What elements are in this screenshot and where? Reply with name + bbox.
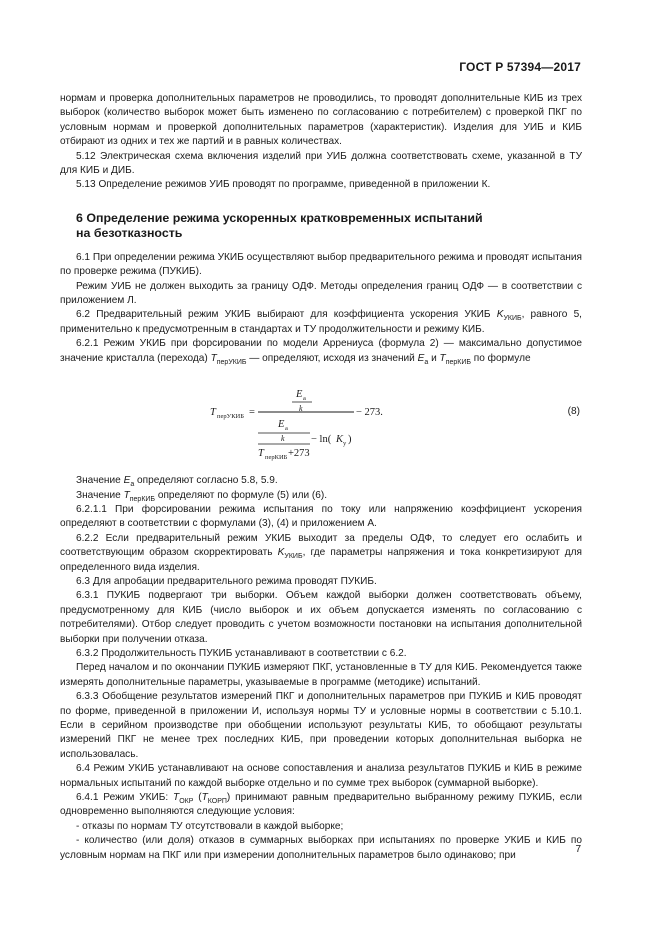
svg-text:T: T: [258, 448, 264, 460]
svg-text:+273: +273: [288, 448, 310, 460]
paragraph-6-4: 6.4 Режим УКИБ устанавливают на основе сопоставления и анализа результатов ПУКИБ и КИБ в режиме нормальных испытаний по каждой выборке отдельно и по сумме трех выборок (суммарной выборке).: [60, 763, 582, 789]
svg-text:− 273.: − 273.: [356, 407, 383, 419]
svg-text:T: T: [210, 407, 216, 419]
svg-text:− ln(: − ln(: [311, 434, 332, 446]
paragraph-tper-value: Значение $T_{перКИБ}$ определяют по формуле (5) или (6).: [76, 489, 328, 503]
formula-8: [60, 372, 582, 464]
svg-text:k: k: [281, 434, 285, 444]
paragraph-6-3-1: 6.3.1 ПУКИБ подвергают три выборки. Объем каждой выборки должен соответствовать объему, предусмотренному для КИБ (число выборок и их объем допускается изменять по согласованию с потребителями). Отбор следует проводить с учетом возможности постановки на испытания дополнительной выборки при получении отказа.: [60, 590, 582, 645]
paragraph-6-1: 6.1 При определении режима УКИБ осуществляют выбор предварительного режима и проводят испытания по проверке режима (ПУКИБ).: [60, 251, 582, 278]
paragraph-6-2-2: 6.2.2 Если предварительный режим УКИБ выходит за пределы ОДФ, то следует его ослабить и соответствующим образом скорректировать $K_{УКИБ}$, где параметры напряжения и тока конкретизируют для определенного вида изделия.: [60, 532, 582, 573]
paragraph-5-12: 5.12 Электрическая схема включения изделий при УИБ должна соответствовать схеме, указанной в ТУ для КИБ и ДИБ.: [60, 150, 582, 177]
paragraph-ea-value: Значение $E_a$ определяют согласно 5.8, 5.9.: [76, 475, 278, 489]
svg-text:E: E: [278, 419, 285, 431]
paragraph-uib-odf: Режим УИБ не должен выходить за границу ОДФ. Методы определения границ ОДФ — в соответствии с приложением Л.: [60, 280, 582, 307]
page-body: [60, 92, 582, 863]
svg-text:K: K: [336, 434, 344, 446]
svg-text:E: E: [296, 389, 303, 401]
formula-number: (8): [567, 406, 580, 418]
paragraph-6-2-1-1: 6.2.1.1 При форсировании режима испытания по току или напряжению коэффициент ускорения определяют в соответствии с формулами (3), (4) и приложением А.: [60, 503, 582, 530]
svg-text:): ): [348, 434, 352, 446]
formula-8-graphic: [210, 372, 470, 464]
svg-text:=: =: [249, 407, 255, 419]
symbol-k: K: [496, 309, 504, 321]
page-header-standard-code: ГОСТ Р 57394—2017: [459, 60, 581, 74]
paragraph-6-2: 6.2 Предварительный режим УКИБ выбирают для коэффициента ускорения УКИБ $K_{УКИБ}$, равного 5, применительно к предусмотренным в стандартах и ТУ продолжительности и режиму КИБ.: [60, 309, 582, 335]
section-6-heading: [60, 211, 582, 241]
paragraph-intro: нормам и проверка дополнительных параметров не проводились, то проводят дополнительные КИБ из трех выборок (количество выборок может быть изменено по согласованию с потребителем) с проверкой ПКГ по условным нормам и проверкой дополнительных параметров (характеристик). Изделия для УИБ и КИБ отбирают из одних и тех же партий и в равных количествах.: [60, 93, 582, 148]
svg-text:перКИБ: перКИБ: [265, 454, 288, 462]
svg-text:a: a: [303, 395, 306, 403]
paragraph-6-4-1: 6.4.1 Режим УКИБ: $T_{ОКР}$ $(T_{КОРП})$ принимают равным предварительно выбранному режиму ПУКИБ, если одновременно выполняются следующие условия:: [60, 792, 582, 818]
section-6-heading-line-1: 6 Определение режима ускоренных кратковременных испытаний: [76, 210, 483, 225]
paragraph-measure-before-after: Перед началом и по окончании ПУКИБ измеряют ПКГ, установленные в ТУ для КИБ. Рекомендуется также измерять дополнительные параметры, указываемые в программе (методике) испытаний.: [60, 662, 582, 688]
svg-text:a: a: [285, 425, 288, 433]
svg-text:y: y: [343, 440, 347, 448]
section-6-heading-line-2: на безотказность: [76, 225, 183, 240]
svg-text:перУКИБ: перУКИБ: [217, 413, 244, 421]
paragraph-5-13: 5.13 Определение режимов УИБ проводят по программе, приведенной в приложении К.: [76, 179, 491, 191]
svg-text:k: k: [299, 404, 303, 414]
section-gap: [60, 193, 582, 207]
paragraph-6-3: 6.3 Для апробации предварительного режима проводят ПУКИБ.: [76, 575, 377, 587]
list-item-condition-1: - отказы по нормам ТУ отсутствовали в каждой выборке;: [76, 820, 344, 832]
page-number: 7: [575, 844, 581, 855]
paragraph-6-2-1: 6.2.1 Режим УКИБ при форсировании по модели Аррениуса (формула 2) — максимально допустимое значение кристалла (перехода) $T_{перУКИБ}$ — определяют, исходя из значений $E_a$ и $T_{перКИБ}$ по формуле: [60, 338, 582, 366]
list-item-condition-2: - количество (или доля) отказов в суммарных выборках при испытаниях по проверке УКИБ и КИБ по условным нормам на ПКГ или при измерении дополнительных параметров было одинаково; при: [60, 835, 582, 861]
paragraph-6-3-2: 6.3.2 Продолжительность ПУКИБ устанавливают в соответствии с 6.2.: [76, 647, 407, 659]
paragraph-6-3-3: 6.3.3 Обобщение результатов измерений ПКГ и дополнительных параметров при ПУКИБ и КИБ проводят по форме, приведенной в приложении И, используя нормы ТУ и условные нормы в соответствии с 5.10.1. Если в серийном производстве при обобщении используют результаты КИБ, то обобщают результаты измерений ПКГ не менее трех последних КИБ, при проведении которых дополнительная выборка не использовалась.: [60, 691, 582, 760]
